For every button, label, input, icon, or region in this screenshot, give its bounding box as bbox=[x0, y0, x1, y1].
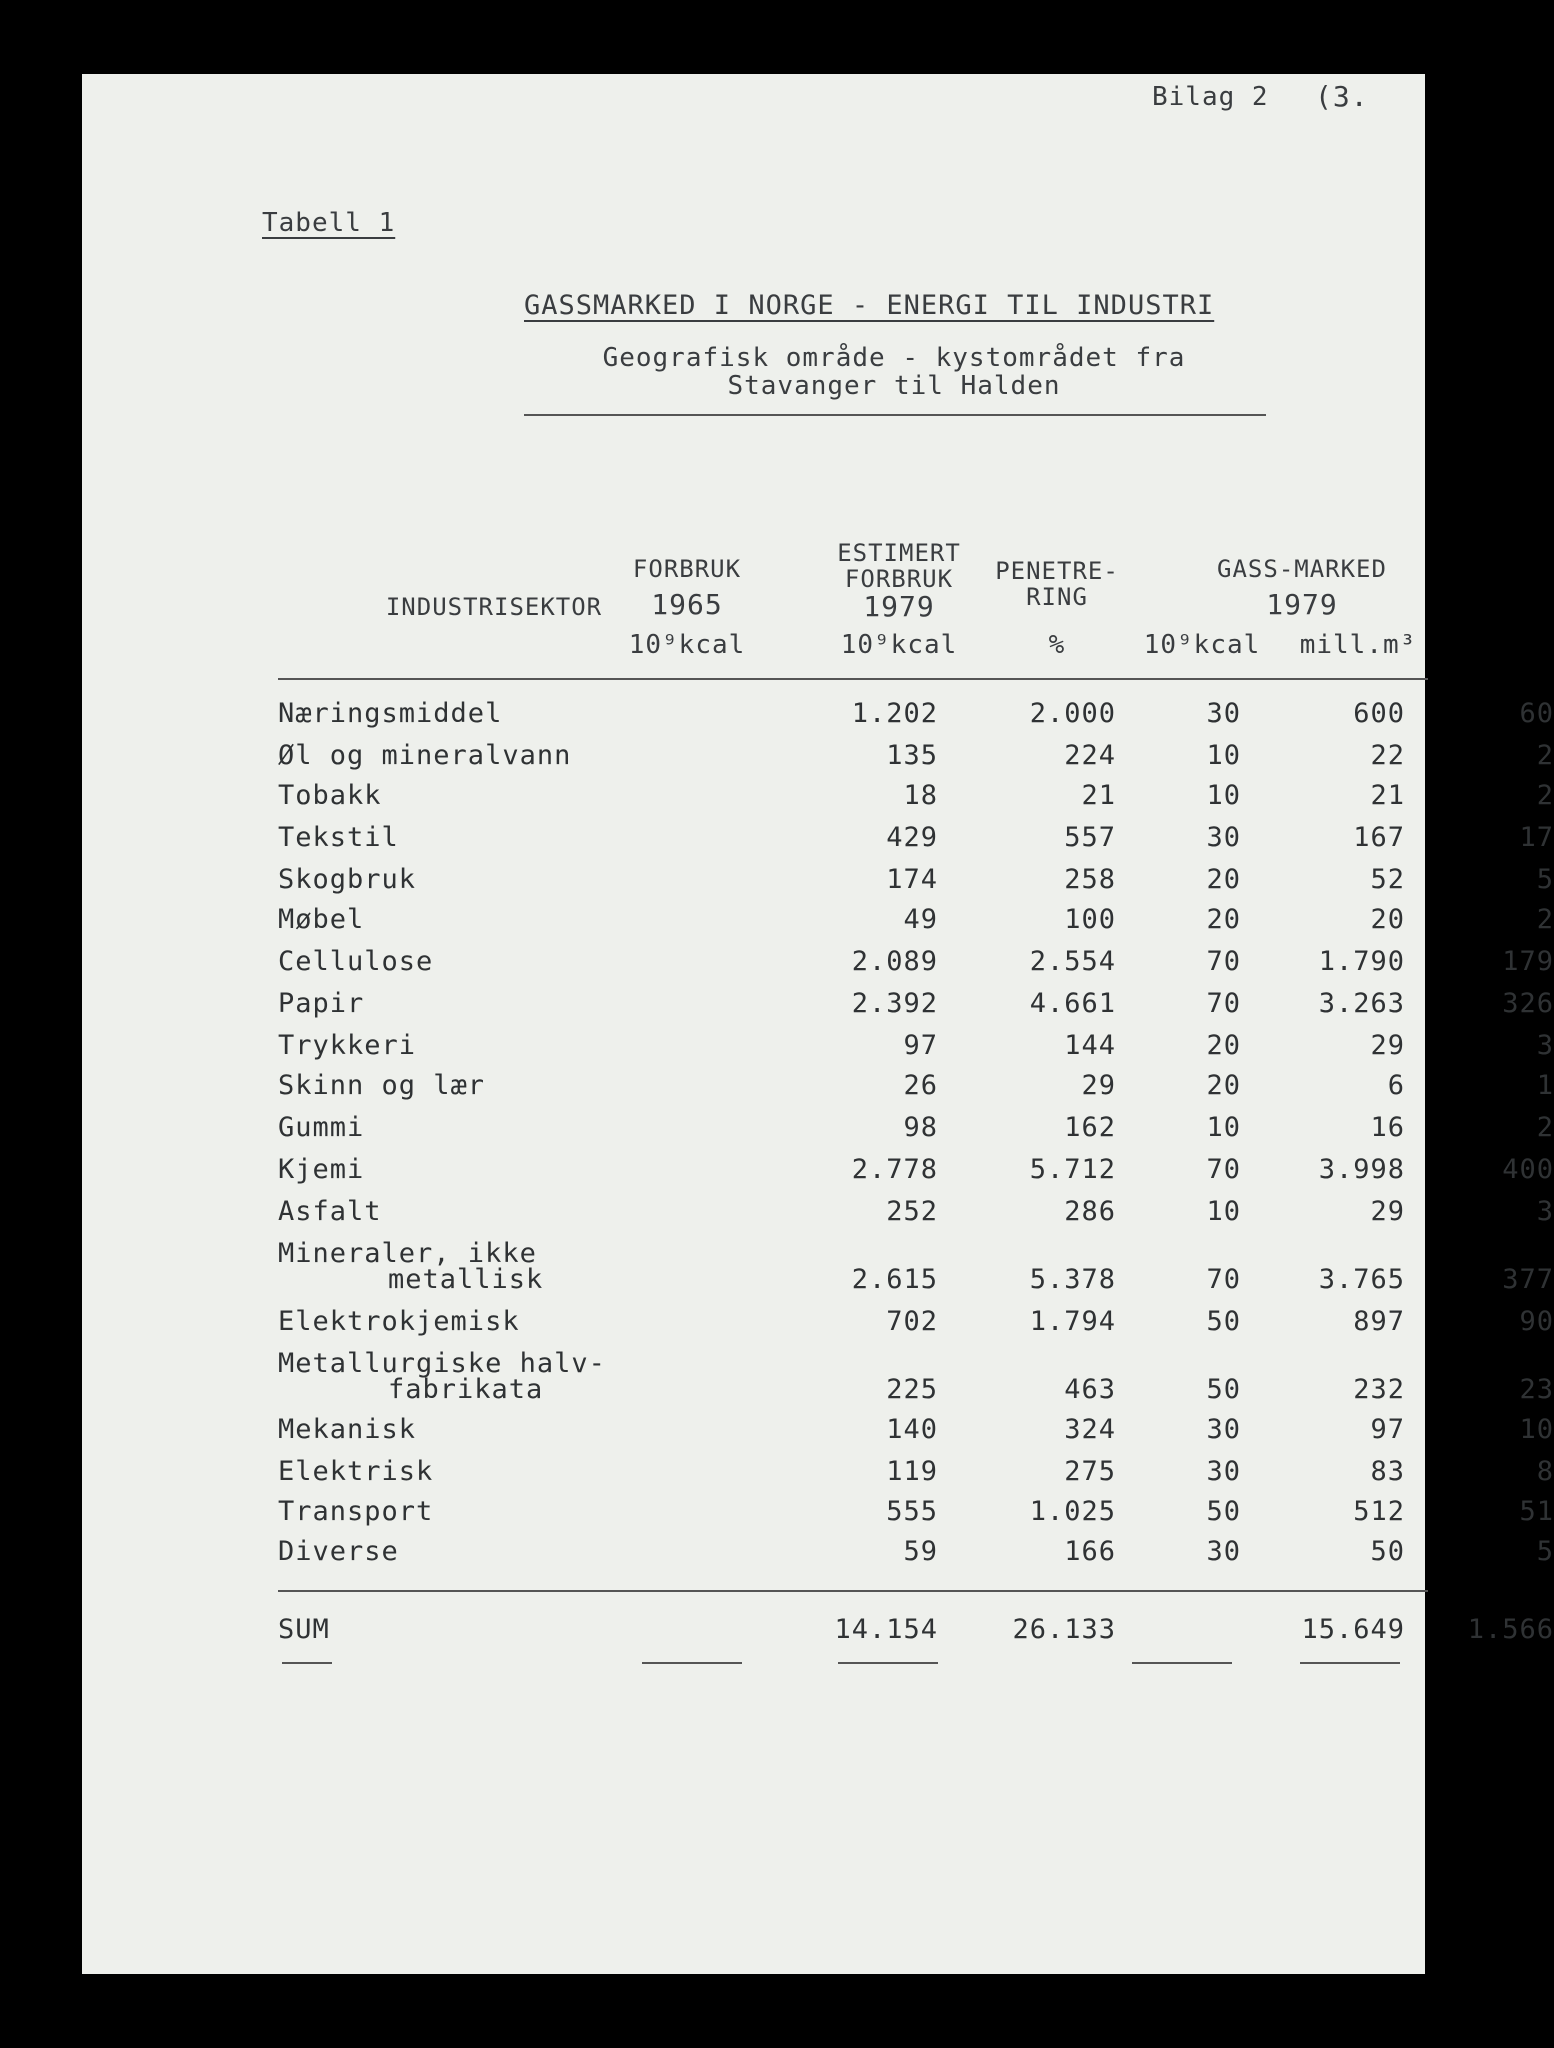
sector-label: Møbel bbox=[278, 904, 365, 935]
table-row bbox=[278, 1348, 1554, 1408]
forbruk-1965-cell: 49 bbox=[903, 904, 938, 935]
gass-kcal-cell: 232 bbox=[1353, 1374, 1405, 1405]
table-row bbox=[278, 864, 1554, 904]
sector-label: Næringsmiddel bbox=[278, 698, 503, 729]
gass-kcal-cell: 22 bbox=[1370, 740, 1405, 771]
header-forbruk: FORBRUK bbox=[632, 555, 742, 583]
penetrering-cell: 50 bbox=[1206, 1374, 1241, 1405]
gass-kcal-cell: 167 bbox=[1353, 822, 1405, 853]
gass-m3-cell: 326 bbox=[1502, 988, 1554, 1019]
gass-kcal-cell: 20 bbox=[1370, 904, 1405, 935]
sector-label: Mineraler, ikke bbox=[278, 1238, 537, 1269]
sector-label: Tekstil bbox=[278, 822, 399, 853]
title-rule bbox=[524, 414, 1266, 416]
table-row bbox=[278, 1496, 1554, 1536]
sector-label: Skogbruk bbox=[278, 864, 417, 895]
sum-row bbox=[278, 1614, 1554, 1654]
penetrering-cell: 30 bbox=[1206, 1414, 1241, 1445]
gass-m3-cell: 2 bbox=[1536, 1112, 1554, 1143]
table-row bbox=[278, 1456, 1554, 1496]
gass-m3-cell: 179 bbox=[1502, 946, 1554, 977]
forbruk-1965-cell: 2.392 bbox=[851, 988, 938, 1019]
sum-forbruk-1979: 26.133 bbox=[1012, 1614, 1116, 1645]
header-forbruk-year: 1965 bbox=[651, 588, 723, 621]
sector-label: Elektrokjemisk bbox=[278, 1306, 520, 1337]
sector-label: Transport bbox=[278, 1496, 434, 1527]
penetrering-cell: 10 bbox=[1206, 780, 1241, 811]
gass-m3-cell: 5 bbox=[1536, 1536, 1554, 1567]
header-forbruk-unit: 10⁹kcal bbox=[628, 630, 746, 660]
gass-kcal-cell: 50 bbox=[1370, 1536, 1405, 1567]
penetrering-cell: 70 bbox=[1206, 1264, 1241, 1295]
sector-label: Mekanisk bbox=[278, 1414, 417, 1445]
penetrering-cell: 70 bbox=[1206, 988, 1241, 1019]
sum-forbruk-1965: 14.154 bbox=[834, 1614, 938, 1645]
table-row bbox=[278, 1306, 1554, 1346]
table-row bbox=[278, 946, 1554, 986]
sector-label: Diverse bbox=[278, 1536, 399, 1567]
gass-m3-cell: 2 bbox=[1536, 740, 1554, 771]
forbruk-1979-cell: 166 bbox=[1064, 1536, 1116, 1567]
forbruk-1979-cell: 21 bbox=[1081, 780, 1116, 811]
table-row bbox=[278, 698, 1554, 738]
forbruk-1965-cell: 59 bbox=[903, 1536, 938, 1567]
sector-label: Metallurgiske halv- bbox=[278, 1348, 606, 1379]
forbruk-1979-cell: 162 bbox=[1064, 1112, 1116, 1143]
page-label: Bilag 2 bbox=[1152, 82, 1269, 112]
table-row bbox=[278, 988, 1554, 1028]
sector-label-continued: fabrikata bbox=[388, 1374, 544, 1405]
forbruk-1979-cell: 5.378 bbox=[1029, 1264, 1116, 1295]
header-estimert-year: 1979 bbox=[863, 590, 935, 623]
header-penetrering: PENETRE- bbox=[995, 557, 1119, 585]
forbruk-1979-cell: 5.712 bbox=[1029, 1154, 1116, 1185]
penetrering-cell: 20 bbox=[1206, 1070, 1241, 1101]
gass-kcal-cell: 6 bbox=[1387, 1070, 1405, 1101]
gass-kcal-cell: 29 bbox=[1370, 1030, 1405, 1061]
header-penetrering-2: RING bbox=[1026, 583, 1088, 611]
sum-underline bbox=[1300, 1662, 1400, 1664]
gass-kcal-cell: 29 bbox=[1370, 1196, 1405, 1227]
forbruk-1965-cell: 2.778 bbox=[851, 1154, 938, 1185]
forbruk-1979-cell: 29 bbox=[1081, 1070, 1116, 1101]
forbruk-1979-cell: 1.025 bbox=[1029, 1496, 1116, 1527]
header-gassmarked-year: 1979 bbox=[1266, 588, 1338, 621]
forbruk-1965-cell: 555 bbox=[886, 1496, 938, 1527]
sum-underline bbox=[838, 1662, 938, 1664]
sum-label: SUM bbox=[278, 1614, 330, 1645]
forbruk-1979-cell: 286 bbox=[1064, 1196, 1116, 1227]
page-number: (3. bbox=[1315, 80, 1369, 113]
forbruk-1965-cell: 18 bbox=[903, 780, 938, 811]
penetrering-cell: 30 bbox=[1206, 822, 1241, 853]
forbruk-1979-cell: 224 bbox=[1064, 740, 1116, 771]
document-title: GASSMARKED I NORGE - ENERGI TIL INDUSTRI bbox=[524, 290, 1215, 321]
gass-m3-cell: 10 bbox=[1519, 1414, 1554, 1445]
sector-label: Trykkeri bbox=[278, 1030, 417, 1061]
forbruk-1979-cell: 144 bbox=[1064, 1030, 1116, 1061]
penetrering-cell: 50 bbox=[1206, 1306, 1241, 1337]
gass-m3-cell: 2 bbox=[1536, 904, 1554, 935]
penetrering-cell: 20 bbox=[1206, 904, 1241, 935]
forbruk-1965-cell: 119 bbox=[886, 1456, 938, 1487]
sector-label: Kjemi bbox=[278, 1154, 365, 1185]
sector-label: Gummi bbox=[278, 1112, 365, 1143]
penetrering-cell: 20 bbox=[1206, 1030, 1241, 1061]
gass-kcal-cell: 512 bbox=[1353, 1496, 1405, 1527]
table-row bbox=[278, 1414, 1554, 1454]
forbruk-1965-cell: 135 bbox=[886, 740, 938, 771]
forbruk-1979-cell: 463 bbox=[1064, 1374, 1116, 1405]
sector-label: Asfalt bbox=[278, 1196, 382, 1227]
forbruk-1979-cell: 4.661 bbox=[1029, 988, 1116, 1019]
penetrering-cell: 50 bbox=[1206, 1496, 1241, 1527]
sum-rule bbox=[278, 1590, 1428, 1592]
header-estimert-unit: 10⁹kcal bbox=[840, 630, 958, 660]
sector-label: Cellulose bbox=[278, 946, 434, 977]
gass-m3-cell: 5 bbox=[1536, 864, 1554, 895]
forbruk-1979-cell: 2.000 bbox=[1029, 698, 1116, 729]
table-row bbox=[278, 1112, 1554, 1152]
gass-kcal-cell: 21 bbox=[1370, 780, 1405, 811]
sector-label: Elektrisk bbox=[278, 1456, 434, 1487]
header-penetrering-unit: % bbox=[1048, 630, 1066, 660]
header-sector: INDUSTRISEKTOR bbox=[385, 593, 603, 621]
gass-m3-cell: 1 bbox=[1536, 1070, 1554, 1101]
sector-label: Øl og mineralvann bbox=[278, 740, 572, 771]
gass-m3-cell: 2 bbox=[1536, 780, 1554, 811]
penetrering-cell: 70 bbox=[1206, 1154, 1241, 1185]
sector-label: Papir bbox=[278, 988, 365, 1019]
gass-m3-cell: 17 bbox=[1519, 822, 1554, 853]
gass-m3-cell: 400 bbox=[1502, 1154, 1554, 1185]
sector-label: Skinn og lær bbox=[278, 1070, 486, 1101]
forbruk-1965-cell: 174 bbox=[886, 864, 938, 895]
forbruk-1965-cell: 1.202 bbox=[851, 698, 938, 729]
sector-label-continued: metallisk bbox=[388, 1264, 544, 1295]
gass-kcal-cell: 83 bbox=[1370, 1456, 1405, 1487]
forbruk-1965-cell: 225 bbox=[886, 1374, 938, 1405]
gass-kcal-cell: 897 bbox=[1353, 1306, 1405, 1337]
header-rule bbox=[278, 678, 1428, 680]
forbruk-1979-cell: 100 bbox=[1064, 904, 1116, 935]
table-row bbox=[278, 1030, 1554, 1070]
gass-m3-cell: 377 bbox=[1502, 1264, 1554, 1295]
gass-kcal-cell: 16 bbox=[1370, 1112, 1405, 1143]
forbruk-1979-cell: 557 bbox=[1064, 822, 1116, 853]
forbruk-1965-cell: 26 bbox=[903, 1070, 938, 1101]
penetrering-cell: 20 bbox=[1206, 864, 1241, 895]
penetrering-cell: 10 bbox=[1206, 1112, 1241, 1143]
sum-underline bbox=[282, 1662, 332, 1664]
forbruk-1979-cell: 258 bbox=[1064, 864, 1116, 895]
gass-kcal-cell: 52 bbox=[1370, 864, 1405, 895]
forbruk-1979-cell: 1.794 bbox=[1029, 1306, 1116, 1337]
gass-kcal-cell: 3.263 bbox=[1318, 988, 1405, 1019]
table-label: Tabell 1 bbox=[262, 208, 396, 238]
penetrering-cell: 70 bbox=[1206, 946, 1241, 977]
forbruk-1965-cell: 252 bbox=[886, 1196, 938, 1227]
forbruk-1965-cell: 702 bbox=[886, 1306, 938, 1337]
forbruk-1965-cell: 140 bbox=[886, 1414, 938, 1445]
header-estimert: ESTIMERT bbox=[837, 539, 961, 567]
table-row bbox=[278, 822, 1554, 862]
sum-gass-m3: 1.566 bbox=[1467, 1614, 1554, 1645]
gass-kcal-cell: 3.765 bbox=[1318, 1264, 1405, 1295]
gass-kcal-cell: 1.790 bbox=[1318, 946, 1405, 977]
sector-label: Tobakk bbox=[278, 780, 382, 811]
sum-underline bbox=[1132, 1662, 1232, 1664]
table-row bbox=[278, 904, 1554, 944]
gass-m3-cell: 60 bbox=[1519, 698, 1554, 729]
gass-m3-cell: 3 bbox=[1536, 1030, 1554, 1061]
table-row bbox=[278, 780, 1554, 820]
forbruk-1979-cell: 2.554 bbox=[1029, 946, 1116, 977]
gass-m3-cell: 3 bbox=[1536, 1196, 1554, 1227]
header-gassmarked: GASS-MARKED bbox=[1217, 555, 1387, 583]
penetrering-cell: 10 bbox=[1206, 740, 1241, 771]
document-page bbox=[82, 74, 1554, 1974]
header-gassmarked-unit-kcal: 10⁹kcal bbox=[1143, 630, 1261, 660]
table-row bbox=[278, 1196, 1554, 1236]
penetrering-cell: 30 bbox=[1206, 698, 1241, 729]
forbruk-1965-cell: 98 bbox=[903, 1112, 938, 1143]
sum-underline bbox=[642, 1662, 742, 1664]
table-row bbox=[278, 1238, 1554, 1298]
forbruk-1965-cell: 429 bbox=[886, 822, 938, 853]
penetrering-cell: 30 bbox=[1206, 1536, 1241, 1567]
sum-gass-kcal: 15.649 bbox=[1301, 1614, 1405, 1645]
penetrering-cell: 30 bbox=[1206, 1456, 1241, 1487]
table-row bbox=[278, 740, 1554, 780]
forbruk-1979-cell: 275 bbox=[1064, 1456, 1116, 1487]
penetrering-cell: 10 bbox=[1206, 1196, 1241, 1227]
document-subtitle: Geografisk område - kystområdet fra Stavanger til Halden bbox=[602, 343, 1186, 401]
table-row bbox=[278, 1154, 1554, 1194]
gass-m3-cell: 23 bbox=[1519, 1374, 1554, 1405]
header-estimert-forbruk: FORBRUK bbox=[844, 565, 954, 593]
forbruk-1979-cell: 324 bbox=[1064, 1414, 1116, 1445]
table-row bbox=[278, 1536, 1554, 1576]
forbruk-1965-cell: 97 bbox=[903, 1030, 938, 1061]
forbruk-1965-cell: 2.089 bbox=[851, 946, 938, 977]
gass-m3-cell: 51 bbox=[1519, 1496, 1554, 1527]
gass-m3-cell: 8 bbox=[1536, 1456, 1554, 1487]
header-gassmarked-unit-m3: mill.m³ bbox=[1299, 630, 1417, 660]
gass-m3-cell: 90 bbox=[1519, 1306, 1554, 1337]
gass-kcal-cell: 600 bbox=[1353, 698, 1405, 729]
gass-kcal-cell: 97 bbox=[1370, 1414, 1405, 1445]
forbruk-1965-cell: 2.615 bbox=[851, 1264, 938, 1295]
gass-kcal-cell: 3.998 bbox=[1318, 1154, 1405, 1185]
table-row bbox=[278, 1070, 1554, 1110]
